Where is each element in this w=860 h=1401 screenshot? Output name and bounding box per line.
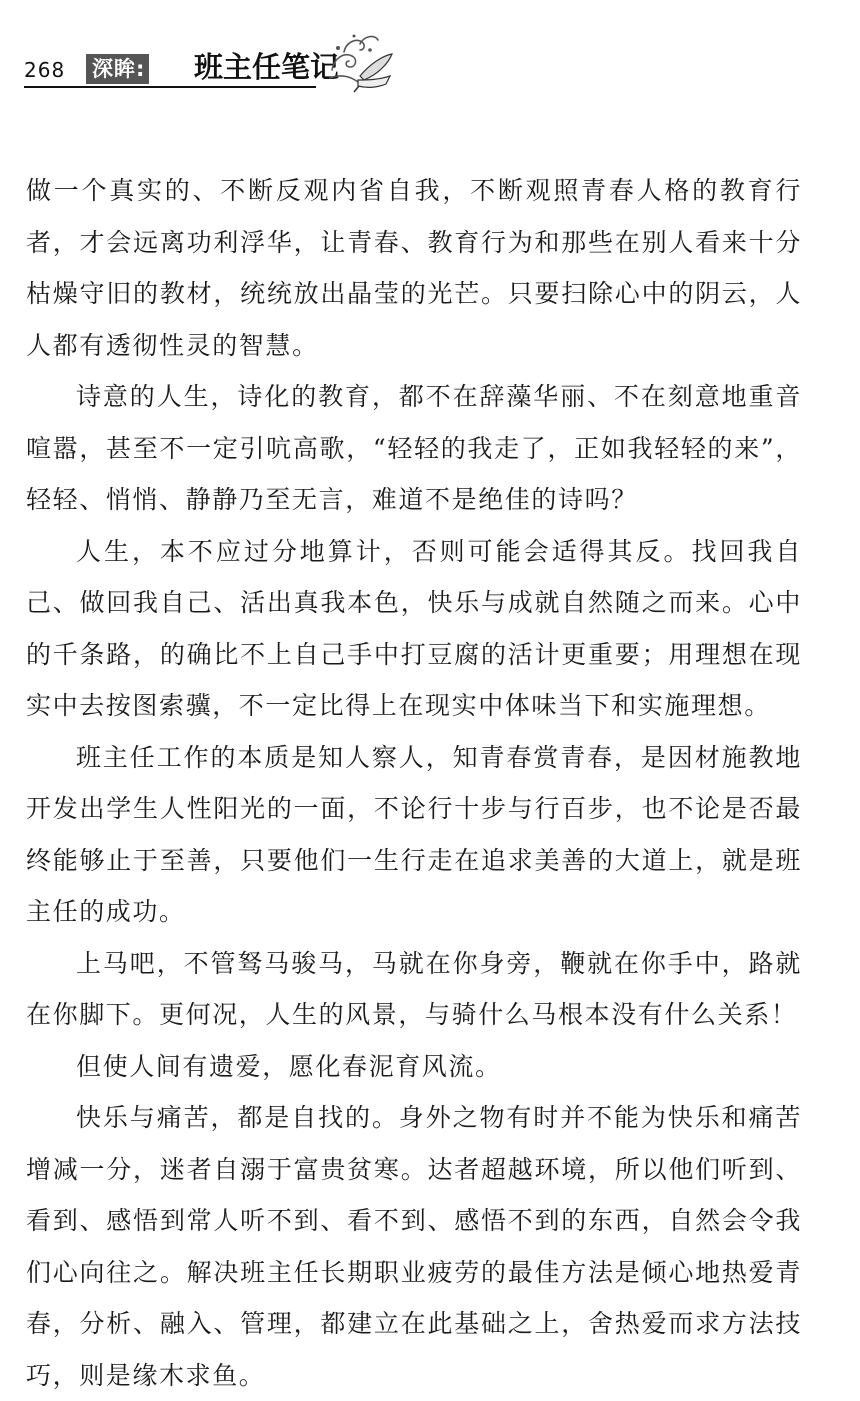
paragraph: 人生，本不应过分地算计，否则可能会适得其反。找回我自己、做回我自己、活出真我本色，快乐与成就自然随之而来。心中的千条路，的确比不上自己手中打豆腐的活计更重要；用理想在现实中去按图索骥，不一定比得上在现实中体味当下和实施理想。 [26,536,802,720]
header-rule [24,86,316,88]
paragraph: 上马吧，不管驽马骏马，马就在你身旁，鞭就在你手中，路就在你脚下。更何况，人生的风景，与骑什么马根本没有什么关系！ [26,948,802,1029]
page-number: 268 [24,58,66,82]
paragraph: 但使人间有遗爱，愿化春泥育风流。 [76,1051,502,1081]
paragraph: 做一个真实的、不断反观内省自我，不断观照青春人格的教育行者，才会远离功利浮华，让青春、教育行为和那些在别人看来十分枯燥守旧的教材，统统放出晶莹的光芒。只要扫除心中的阴云，人人都有透彻性灵的智慧。 [26,176,802,360]
running-header [24,30,404,100]
paragraph: 班主任工作的本质是知人察人，知青春赏青春，是因材施教地开发出学生人性阳光的一面，不论行十步与行百步，也不论是否最终能够止于至善，只要他们一生行走在追求美善的大道上，就是班主任的成功。 [26,742,802,926]
paragraph: 诗意的人生，诗化的教育，都不在辞藻华丽、不在刻意地重音喧嚣，甚至不一定引吭高歌，“轻轻的我走了，正如我轻轻的来”，轻轻、悄悄、静静乃至无言，难道不是绝佳的诗吗？ [26,382,802,514]
quill-ornament-icon [324,30,396,96]
paragraph: 快乐与痛苦，都是自找的。身外之物有时并不能为快乐和痛苦增减一分，迷者自溺于富贵贫寒。达者超越环境，所以他们听到、看到、感悟到常人听不到、看不到、感悟不到的东西，自然会令我们心向往之。解决班主任长期职业疲劳的最佳方法是倾心地热爱青春，分析、融入、管理，都建立在此基础之上，舍热爱而求方法技巧，则是缘木求鱼。 [26,1103,802,1390]
series-label: 深眸: [86,54,149,84]
book-title: 班主任笔记 [194,50,340,84]
body-text [26,165,802,1401]
